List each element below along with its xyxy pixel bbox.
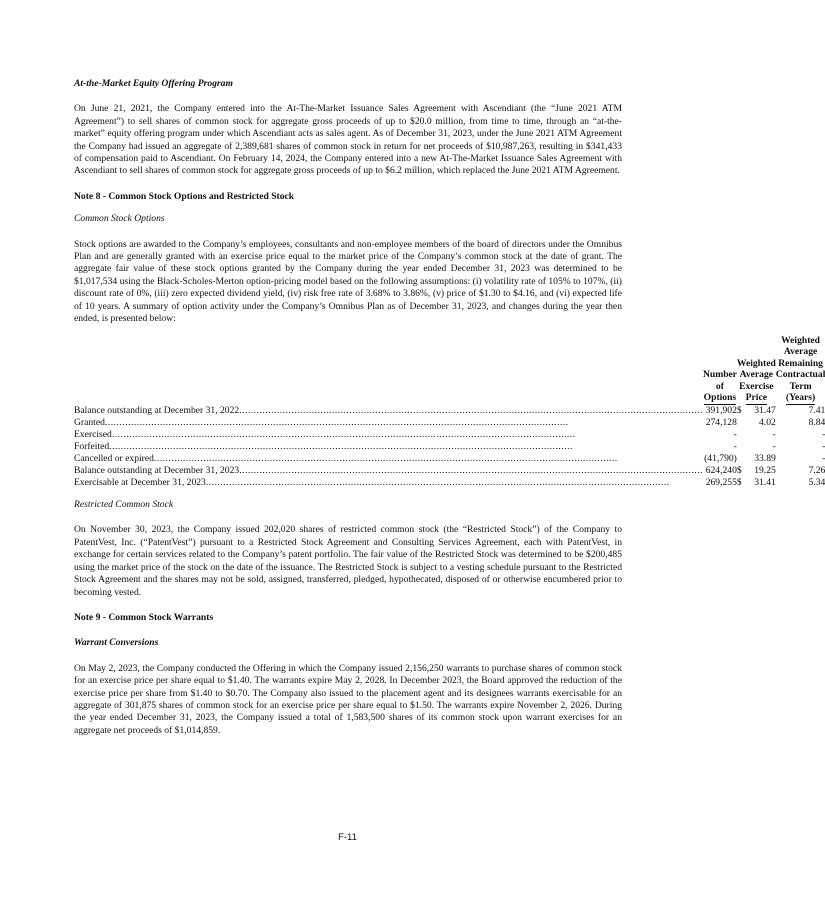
document-page	[74, 78, 825, 737]
table-header-row	[74, 335, 825, 406]
cell-options: -	[733, 441, 737, 453]
note9-heading: Note 9 - Common Stock Warrants	[74, 611, 214, 623]
cell-options: 269,255	[705, 477, 737, 489]
cell-options: (41,790)	[704, 453, 737, 465]
table-row	[74, 465, 825, 477]
options-paragraph: Stock options are awarded to the Company’s employees, consultants and non-employee members of the board of directors under the Omnibus Plan and are generally granted with an exercise price equal to the market price of the Company’s common stock at the date of grant. The aggregate fair value of these stock options granted by the Company during the year ended December 31, 2023 was determined to be $1,017,534 using the Black-Scholes-Merton option-pricing model based on the following assumptions: (i) volatility rate of 105% to 107%, (ii) discount rate of 0%, (iii) zero expected dividend yield, (iv) risk free rate of 3.68% to 3.86%, (v) price of $1.30 to $4.16, and (vi) expected life of 10 years. A summary of option activity under the Company’s Omnibus Plan as of December 31, 2023, and changes during the year then ended, is presented below:	[74, 238, 622, 325]
cell-price: 19.25	[754, 465, 776, 477]
warrant-subheading: Warrant Conversions	[74, 637, 159, 649]
table-row	[74, 477, 825, 489]
cell-term: 5.34	[808, 477, 825, 489]
row-label: Exercised................................................................................................................................................................	[74, 429, 576, 441]
cell-options: -	[733, 429, 737, 441]
cell-currency: $	[736, 405, 742, 417]
cell-term	[776, 429, 825, 441]
cell-price: 31.47	[754, 405, 776, 417]
cell-term	[776, 441, 825, 453]
col-header-price: Weighted Average Exercise Price	[736, 357, 776, 404]
cell-term	[776, 453, 825, 465]
cell-term: 7.26	[808, 465, 825, 477]
cell-price: -	[772, 429, 776, 441]
cell-term: 8.84	[808, 417, 825, 429]
row-label: Balance outstanding at December 31, 2023................................................................................................................................................................	[74, 465, 703, 477]
row-label: Balance outstanding at December 31, 2022................................................................................................................................................................	[74, 405, 703, 417]
table-row	[74, 405, 825, 417]
cell-options: 391,902	[705, 405, 737, 417]
col-header-options: Number of Options	[702, 369, 738, 404]
table-row	[74, 453, 825, 465]
note8-heading: Note 8 - Common Stock Options and Restricted Stock	[74, 190, 295, 202]
atm-heading: At-the-Market Equity Offering Program	[74, 78, 233, 89]
row-label: Exercisable at December 31, 2023................................................................................................................................................................	[74, 477, 670, 489]
option-activity-table	[74, 335, 825, 490]
table-row	[74, 417, 825, 429]
restricted-paragraph: On November 30, 2023, the Company issued 202,020 shares of restricted common stock (the “Restricted Stock”) of the Company to PatentVest, Inc. (“PatentVest”) pursuant to a Restricted Stock Agreement and Consulting Services Agreement, each with PatentVest, in exchange for certain services related to the Company’s patent portfolio. The fair value of the Restricted Stock was determined to be $200,485 using the market price of the stock on the date of the issuance. The Restricted Stock is subject to a vesting schedule pursuant to the Restricted Stock Agreement and the shares may not be sold, assigned, transferred, pledged, hypothecated, disposed of or otherwise encumbered prior to becoming vested.	[74, 524, 622, 598]
row-label: Granted................................................................................................................................................................	[74, 417, 569, 429]
row-label: Cancelled or expired................................................................................................................................................................	[74, 453, 618, 465]
cell-options: 624,240	[705, 465, 737, 477]
cell-price: 31.41	[754, 477, 776, 489]
col-header-term: Weighted Average Remaining Contractual Term (Years)	[775, 334, 825, 404]
cell-term: 7.41	[808, 405, 825, 417]
cell-currency	[737, 417, 749, 429]
warrant-paragraph: On May 2, 2023, the Company conducted the Offering in which the Company issued 2,156,250 warrants to purchase shares of common stock for an exercise price per share equal to $1.40. The warrants expire May 2, 2028. In December 2023, the Board approved the reduction of the exercise price per share from $1.40 to $0.70. The Company also issued to the placement agent and its designees warrants exercisable for an aggregate of 301,875 shares of common stock for an exercise price per share equal to $1.50. The warrants expire November 2, 2026. During the year ended December 31, 2023, the Company issued a total of 1,583,500 shares of its common stock upon warrant exercises for an aggregate net proceeds of $1,014,859.	[74, 662, 622, 736]
page-number: F-11	[338, 832, 357, 843]
restricted-subheading: Restricted Common Stock	[74, 499, 174, 511]
row-label: Forfeited................................................................................................................................................................	[74, 441, 573, 453]
options-subheading: Common Stock Options	[74, 213, 165, 225]
cell-currency	[737, 429, 749, 441]
table-row	[74, 429, 825, 441]
cell-currency: $	[736, 477, 742, 489]
cell-currency	[737, 453, 749, 465]
cell-price: 4.02	[759, 417, 776, 429]
cell-options: 274,128	[705, 417, 737, 429]
cell-currency	[737, 441, 749, 453]
atm-paragraph: On June 21, 2021, the Company entered into the At-The-Market Issuance Sales Agreement with Ascendiant (the “June 2021 ATM Agreement”) to sell shares of common stock for aggregate gross proceeds of up to $20.0 million, from time to time, through an “at-the-market” equity offering program under which Ascendiant acts as sales agent. As of December 31, 2023, under the June 2021 ATM Agreement the Company had issued an aggregate of 2,389,681 shares of common stock in return for net proceeds of $10,987,263, resulting in $341,433 of compensation paid to Ascendiant. On February 14, 2024, the Company entered into a new At-The-Market Issuance Sales Agreement with Ascendiant to sell shares of common stock for aggregate gross proceeds of up to $6.2 million, which replaced the June 2021 ATM Agreement.	[74, 103, 622, 177]
table-row	[74, 441, 825, 453]
cell-price: -	[772, 441, 776, 453]
cell-currency: $	[736, 465, 742, 477]
cell-price: 33.89	[754, 453, 776, 465]
